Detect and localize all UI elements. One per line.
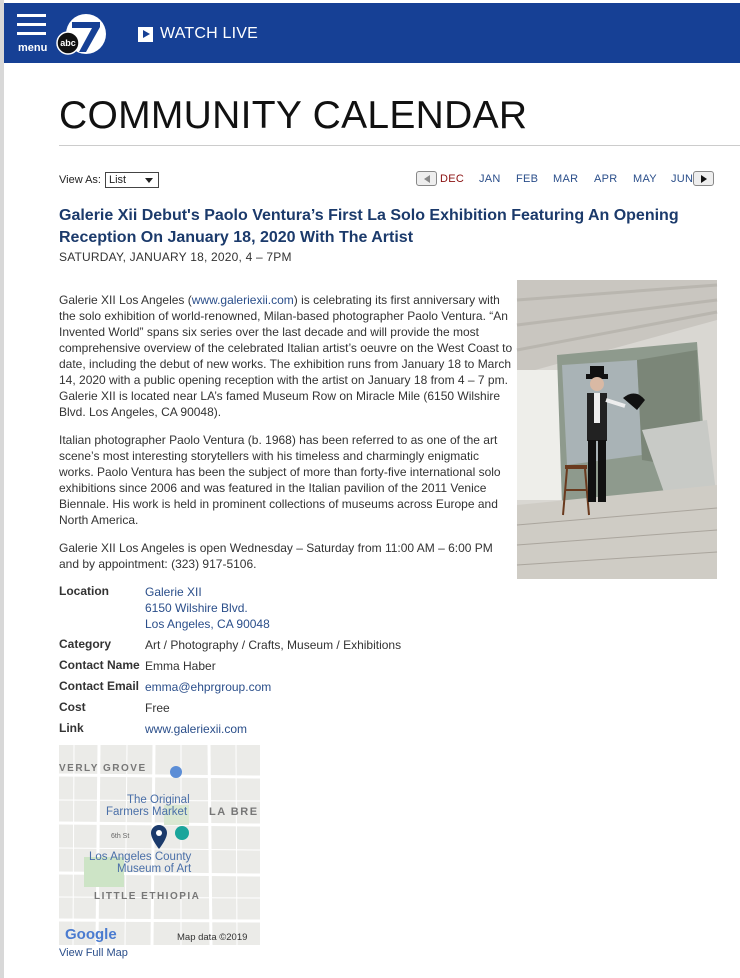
contact-name-label: Contact Name (59, 658, 140, 672)
location-street-link[interactable]: 6150 Wilshire Blvd. (145, 601, 248, 615)
event-title: Galerie Xii Debut's Paolo Ventura’s First La Solo Exhibition Featuring An Opening Reception On January 18, 2020 With The Artist (59, 207, 679, 246)
location-map[interactable] (59, 745, 260, 945)
month-mar[interactable]: MAR (553, 173, 579, 185)
description-paragraph-3: Galerie XII Los Angeles is open Wednesday – Saturday from 11:00 AM – 6:00 PM and by appointment: (323) 917-5106. (59, 541, 493, 571)
map-label-farmers-2: Farmers Market (106, 806, 188, 818)
view-as-select[interactable] (105, 172, 159, 188)
contact-email-link[interactable]: emma@ehprgroup.com (145, 680, 272, 694)
month-may[interactable]: MAY (633, 173, 657, 185)
event-description (59, 292, 514, 584)
p1-text-start: Galerie XII Los Angeles ( (59, 293, 192, 307)
description-paragraph-2: Italian photographer Paolo Ventura (b. 1968) has been referred to as one of the art scene’s most interesting storytellers with his timeless and charmingly enigmatic works. Paolo Ventura has been the subject of more than forty-five international solo exhibitions since 2006 and was featured in the Italian pavilion of the 2011 Venice Biennale. His work is held in prominent collections of museums across Europe and North America. (59, 433, 501, 527)
play-icon (138, 27, 153, 42)
watch-live-label: WATCH LIVE (160, 25, 259, 42)
map-label-farmers-1: The Original (127, 794, 190, 806)
location-name-link[interactable]: Galerie XII (145, 585, 202, 599)
location-label: Location (59, 584, 109, 598)
view-as-control (59, 172, 159, 188)
map-label-lacma-1: Los Angeles County (89, 851, 192, 863)
menu-label: menu (18, 42, 48, 54)
view-as-selected: List (109, 174, 127, 186)
gallery-website-link[interactable]: www.galeriexii.com (191, 293, 294, 307)
description-paragraph-1 (59, 292, 514, 420)
category-label: Category (59, 637, 112, 651)
hamburger-icon-bar (17, 23, 46, 26)
cost-label: Cost (59, 700, 86, 714)
map-google-logo: Google (65, 926, 117, 943)
view-as-label: View As: (59, 174, 101, 186)
view-full-map-link[interactable]: View Full Map (59, 947, 128, 959)
month-navigator (416, 171, 714, 187)
abc7-logo[interactable] (55, 13, 109, 57)
contact-email-label: Contact Email (59, 679, 140, 693)
month-feb[interactable]: FEB (516, 173, 539, 185)
link-label: Link (59, 721, 84, 735)
watch-live-button[interactable] (138, 24, 258, 44)
event-date: SATURDAY, JANUARY 18, 2020, 4 – 7PM (59, 250, 292, 264)
cost-value: Free (145, 701, 170, 715)
p1-text-end: ) is celebrating its first anniversary with the solo exhibition of world-renowned, Milan-based photographer Paolo Ventura. “An Invented World” spans six series over the last decade and will provide the most comprehensive overview of the celebrated Italian artist’s oeuvre on the West Coast to date, including the debut of new works. The exhibition runs from January 18 to March 14, 2020 with a public opening reception with the artist on January 18 from 4 – 7 pm. Galerie XII is located near LA’s famed Museum Row on Miracle Mile (6150 Wilshire Blvd. Los Angeles, CA 90048). (59, 293, 513, 419)
location-address (145, 584, 270, 632)
arrow-right-icon (701, 175, 707, 183)
top-nav-bar (4, 3, 740, 63)
event-website-link[interactable]: www.galeriexii.com (145, 722, 248, 736)
page-title: COMMUNITY CALENDAR (59, 94, 528, 137)
map-label-lacma-2: Museum of Art (117, 863, 192, 875)
contact-name-value: Emma Haber (145, 659, 216, 673)
hamburger-icon-bar (17, 32, 46, 35)
next-month-button[interactable] (693, 171, 714, 186)
month-jun[interactable]: JUN (671, 173, 694, 185)
chevron-down-icon (145, 178, 153, 183)
title-divider (59, 145, 740, 146)
arrow-left-icon (424, 175, 430, 183)
map-data-credit: Map data ©2019 (177, 932, 248, 943)
menu-button[interactable] (15, 14, 49, 56)
month-dec[interactable]: DEC (440, 173, 465, 185)
logo-abc-text: abc (60, 38, 76, 48)
map-label-labrea: LA BRE (209, 806, 259, 818)
category-value: Art / Photography / Crafts, Museum / Exhibitions (145, 638, 402, 652)
map-label-6th: 6th St (111, 833, 130, 840)
prev-month-button[interactable] (416, 171, 437, 186)
location-city-link[interactable]: Los Angeles, CA 90048 (145, 617, 270, 631)
event-photo (517, 280, 717, 579)
map-label-grove: VERLY GROVE (59, 763, 147, 774)
left-edge (0, 0, 4, 978)
month-jan[interactable]: JAN (479, 173, 501, 185)
map-label-ethiopia: LITTLE ETHIOPIA (94, 891, 201, 902)
month-apr[interactable]: APR (594, 173, 618, 185)
hamburger-icon (17, 14, 46, 17)
